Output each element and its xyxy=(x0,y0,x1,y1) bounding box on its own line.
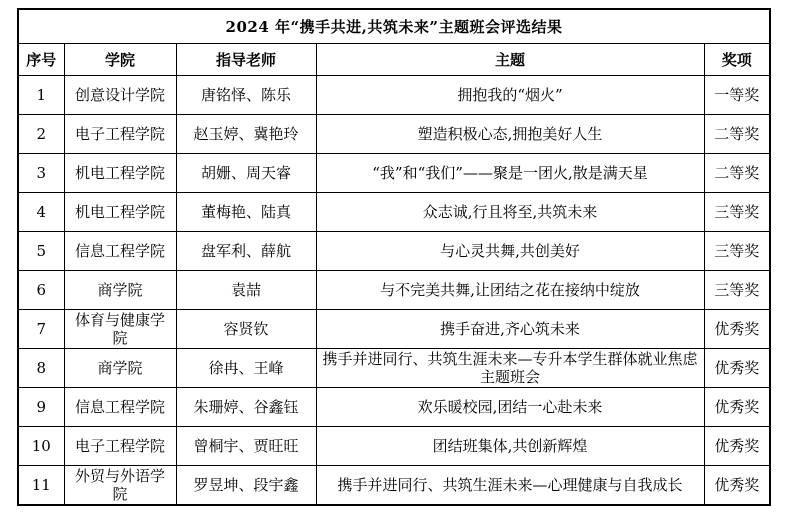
teachers-cell: 唐铭怿、陈乐 xyxy=(176,76,316,115)
header-row xyxy=(18,44,770,76)
column-header-teachers: 指导老师 xyxy=(176,44,316,76)
teachers-cell: 盘军利、薛航 xyxy=(176,232,316,271)
row-number-cell: 5 xyxy=(18,232,64,271)
theme-cell: 携手并进同行、共筑生涯未来—心理健康与自我成长 xyxy=(316,466,704,506)
teachers-cell: 朱珊婷、谷鑫钰 xyxy=(176,388,316,427)
college-cell: 电子工程学院 xyxy=(64,427,176,466)
row-number-cell: 3 xyxy=(18,154,64,193)
row-number-cell: 1 xyxy=(18,76,64,115)
theme-cell: 与心灵共舞,共创美好 xyxy=(316,232,704,271)
row-number-cell: 6 xyxy=(18,271,64,310)
award-cell: 三等奖 xyxy=(704,193,770,232)
award-cell: 优秀奖 xyxy=(704,466,770,506)
table-row xyxy=(18,232,770,271)
theme-cell: 众志诚,行且将至,共筑未来 xyxy=(316,193,704,232)
teachers-cell: 袁喆 xyxy=(176,271,316,310)
table-title: 2024 年“携手共进,共筑未来”主题班会评选结果 xyxy=(18,9,770,44)
row-number-cell: 2 xyxy=(18,115,64,154)
table-row xyxy=(18,271,770,310)
theme-cell: 欢乐暖校园,团结一心赴未来 xyxy=(316,388,704,427)
teachers-cell: 胡姗、周天睿 xyxy=(176,154,316,193)
teachers-cell: 容贤钦 xyxy=(176,310,316,349)
award-cell: 优秀奖 xyxy=(704,310,770,349)
award-cell: 二等奖 xyxy=(704,154,770,193)
row-number-cell: 4 xyxy=(18,193,64,232)
row-number-cell: 7 xyxy=(18,310,64,349)
college-cell: 信息工程学院 xyxy=(64,388,176,427)
teachers-cell: 徐冉、王峰 xyxy=(176,349,316,388)
theme-cell: “我”和“我们”——聚是一团火,散是满天星 xyxy=(316,154,704,193)
teachers-cell: 罗昱坤、段宇鑫 xyxy=(176,466,316,506)
table-row xyxy=(18,115,770,154)
theme-cell: 团结班集体,共创新辉煌 xyxy=(316,427,704,466)
college-cell: 机电工程学院 xyxy=(64,154,176,193)
college-cell: 创意设计学院 xyxy=(64,76,176,115)
award-cell: 三等奖 xyxy=(704,232,770,271)
award-cell: 二等奖 xyxy=(704,115,770,154)
table-row xyxy=(18,154,770,193)
teachers-cell: 董梅艳、陆真 xyxy=(176,193,316,232)
college-cell: 商学院 xyxy=(64,271,176,310)
teachers-cell: 曾桐宇、贾旺旺 xyxy=(176,427,316,466)
column-header-no: 序号 xyxy=(18,44,64,76)
column-header-theme: 主题 xyxy=(316,44,704,76)
award-cell: 一等奖 xyxy=(704,76,770,115)
column-header-award: 奖项 xyxy=(704,44,770,76)
table-row xyxy=(18,76,770,115)
award-cell: 优秀奖 xyxy=(704,349,770,388)
award-cell: 优秀奖 xyxy=(704,388,770,427)
college-cell: 电子工程学院 xyxy=(64,115,176,154)
theme-cell: 携手奋进,齐心筑未来 xyxy=(316,310,704,349)
results-table-body xyxy=(18,76,770,506)
college-cell: 体育与健康学院 xyxy=(64,310,176,349)
college-cell: 机电工程学院 xyxy=(64,193,176,232)
table-row xyxy=(18,388,770,427)
results-table xyxy=(17,8,771,506)
theme-cell: 拥抱我的“烟火” xyxy=(316,76,704,115)
award-cell: 三等奖 xyxy=(704,271,770,310)
award-cell: 优秀奖 xyxy=(704,427,770,466)
row-number-cell: 8 xyxy=(18,349,64,388)
table-row xyxy=(18,349,770,388)
column-header-college: 学院 xyxy=(64,44,176,76)
table-row xyxy=(18,310,770,349)
teachers-cell: 赵玉婷、冀艳玲 xyxy=(176,115,316,154)
table-row xyxy=(18,427,770,466)
college-cell: 信息工程学院 xyxy=(64,232,176,271)
theme-cell: 与不完美共舞,让团结之花在接纳中绽放 xyxy=(316,271,704,310)
row-number-cell: 10 xyxy=(18,427,64,466)
table-row xyxy=(18,466,770,506)
row-number-cell: 11 xyxy=(18,466,64,506)
title-row xyxy=(18,9,770,44)
theme-cell: 携手并进同行、共筑生涯未来—专升本学生群体就业焦虑主题班会 xyxy=(316,349,704,388)
table-row xyxy=(18,193,770,232)
theme-cell: 塑造积极心态,拥抱美好人生 xyxy=(316,115,704,154)
college-cell: 商学院 xyxy=(64,349,176,388)
college-cell: 外贸与外语学院 xyxy=(64,466,176,506)
row-number-cell: 9 xyxy=(18,388,64,427)
